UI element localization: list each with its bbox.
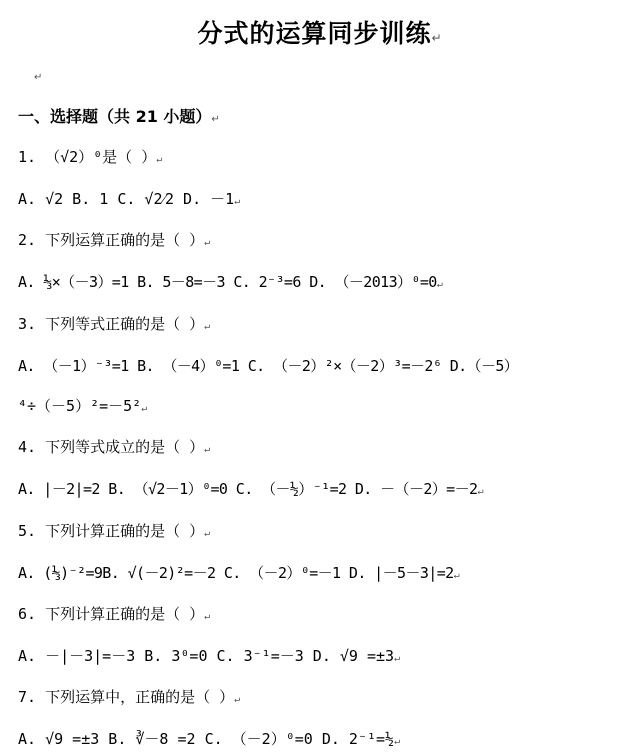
question-2-options: A. ⅓×（－3）=1 B. 5－8=－3 C. 2⁻³=6 D. （－2013）⁰=0↵ bbox=[18, 273, 443, 291]
question-4-options: A. |－2|=2 B. （√2－1）⁰=0 C. （－½）⁻¹=2 D. －（－2）=－2↵ bbox=[18, 480, 483, 498]
question-5-options: A. (⅓)⁻²=9B. √(－2)²=－2 C. （－2）⁰=－1 D. |－5－3|=2↵ bbox=[18, 564, 459, 582]
question-4: 4. 下列等式成立的是（ ）↵ bbox=[18, 438, 211, 456]
question-2: 2. 下列运算正确的是（ ）↵ bbox=[18, 231, 211, 249]
question-5: 5. 下列计算正确的是（ ）↵ bbox=[18, 522, 211, 540]
question-7-options: A. √9 =±3 B. ∛－8 =2 C. （－2）⁰=0 D. 2⁻¹=½↵ bbox=[18, 730, 401, 748]
question-7: 7. 下列运算中，正确的是（ ）↵ bbox=[18, 688, 241, 706]
paragraph-mark: ↵ bbox=[431, 31, 443, 45]
question-1: 1. （√2）⁰是（ ）↵ bbox=[18, 148, 163, 166]
question-3-options-continued: ⁴÷（－5）²=－5²↵ bbox=[18, 397, 148, 415]
question-3-options: A. （－1）⁻³=1 B. （－4）⁰=1 C. （－2）²×（－2）³=－2⁶ D.（－5） bbox=[18, 357, 519, 375]
question-6: 6. 下列计算正确的是（ ）↵ bbox=[18, 605, 211, 623]
paragraph-mark: ↵ bbox=[34, 72, 43, 83]
question-1-options: A. √2 B. 1 C. √2⁄2 D. －1↵ bbox=[18, 190, 241, 208]
document-title: 分式的运算同步训练↵ bbox=[197, 19, 443, 48]
question-3: 3. 下列等式正确的是（ ）↵ bbox=[18, 315, 211, 333]
section-heading: 一、选择题（共 21 小题）↵ bbox=[18, 107, 220, 126]
question-6-options: A. －|－3|=－3 B. 3⁰=0 C. 3⁻¹=－3 D. √9 =±3↵ bbox=[18, 647, 401, 665]
